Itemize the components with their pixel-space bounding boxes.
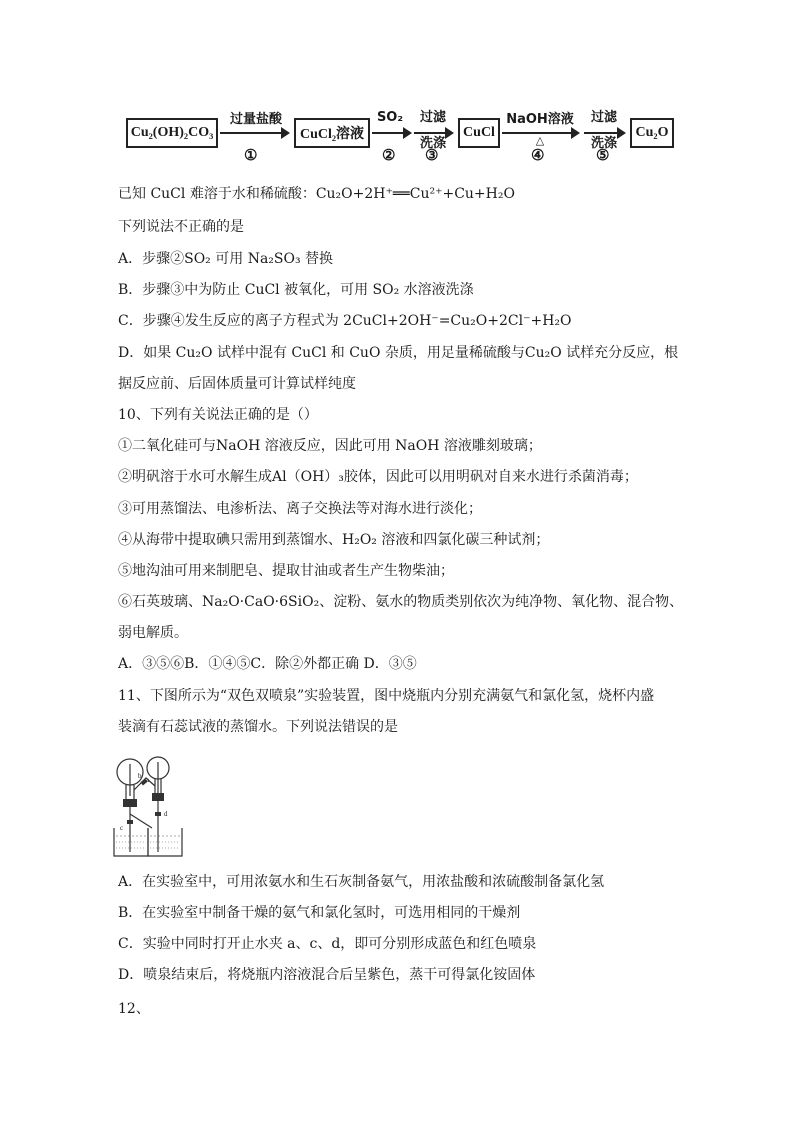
q11-option-a: A．在实验室中，可用浓氨水和生石灰制备氨气，用浓盐酸和浓硫酸制备氯化氢 [118,874,605,890]
arrow-4-top-label: NaOH溶液 [506,112,574,127]
q10-statement-1: ①二氧化硅可与NaOH 溶液反应，因此可用 NaOH 溶液雕刻玻璃； [118,438,542,454]
arrow-1-top-label: 过量盐酸 [229,112,282,127]
q11-option-c: C．实验中同时打开止水夹 a、c、d，即可分别形成蓝色和红色喷泉 [118,936,537,952]
q11-stem-line2: 装滴有石蕊试液的蒸馏水。下列说法错误的是 [118,719,398,735]
q10-statement-5: ⑤地沟油可用来制肥皂、提取甘油或者生产生物柴油； [118,563,454,579]
q9-option-d-line2: 据反应前、后固体质量可计算试样纯度 [118,376,356,392]
q9-option-d-line1: D．如果 Cu₂O 试样中混有 CuCl 和 CuO 杂质，用足量稀硫酸与Cu₂O 试样充分反应，根 [118,345,679,361]
clamp-label-a: a [146,776,150,784]
arrow-3-bottom-label: 洗涤 [419,136,446,151]
q10-statement-2: ②明矾溶于水可水解生成Al（OH）₃胶体，因此可以用明矾对自来水进行杀菌消毒； [118,469,638,485]
arrow-5 [584,132,624,134]
clamp-label-c: c [120,824,124,832]
arrow-5-bottom-label: 洗涤 [590,136,617,151]
q10-statement-3: ③可用蒸馏法、电渗析法、离子交换法等对海水进行淡化； [118,501,482,517]
q11-option-b: B．在实验室中制备干燥的氨气和氯化氢时，可选用相同的干燥剂 [118,905,521,921]
q11-stem-line1: 11、下图所示为“双色双喷泉”实验装置，图中烧瓶内分别充满氨气和氯化氢，烧杯内盛 [118,688,655,704]
step-5-marker: ⑤ [596,146,610,164]
flow-box-cuprous-chloride: CuCl [458,118,500,148]
arrow-3-top-label: 过滤 [419,110,446,125]
q9-stem: 下列说法不正确的是 [118,219,244,235]
clamp-label-b: b [138,772,142,780]
arrow-4 [502,132,578,134]
q9-option-b: B．步骤③中为防止 CuCl 被氧化，可用 SO₂ 水溶液洗涤 [118,282,474,298]
arrow-5-top-label: 过滤 [590,110,617,125]
flow-box-copper-chloride-solution: CuCl₂溶液 [294,118,370,148]
step-1-marker: ① [244,146,258,164]
arrow-1 [220,132,288,134]
flow-box-basic-copper-carbonate: Cu₂(OH)₂CO₃ [126,118,218,148]
q9-option-a: A．步骤②SO₂ 可用 Na₂SO₃ 替换 [118,251,334,267]
q10-stem: 10、下列有关说法正确的是（） [118,407,318,423]
arrow-4-bottom-label: △ [535,134,545,147]
q9-option-c: C．步骤④发生反应的离子方程式为 2CuCl+2OH⁻=Cu₂O+2Cl⁻+H₂O [118,313,572,329]
arrow-2 [372,132,410,134]
step-2-marker: ② [382,146,396,164]
flow-box-cuprous-oxide: Cu₂O [630,118,674,148]
arrow-2-top-label: SO₂ [376,110,404,125]
known-condition-line: 已知 CuCl 难溶于水和稀硫酸：Cu₂O+2H⁺══Cu²⁺+Cu+H₂O [118,186,515,202]
q11-option-d: D．喷泉结束后，将烧瓶内溶液混合后呈紫色，蒸干可得氯化铵固体 [118,967,536,983]
double-fountain-apparatus-figure [108,756,208,860]
step-3-marker: ③ [425,146,439,164]
q12-number: 12、 [118,1001,150,1017]
q10-options: A．③⑤⑥B．①④⑤C．除②外都正确 D．③⑤ [118,656,417,672]
process-flow-diagram [118,106,678,166]
arrow-3 [414,132,452,134]
clamp-label-d: d [164,810,168,818]
q10-statement-6-line1: ⑥石英玻璃、Na₂O·CaO·6SiO₂、淀粉、氨水的物质类别依次为纯净物、氧化物、混合物、 [118,594,684,610]
q10-statement-6-line2: 弱电解质。 [118,625,188,641]
q10-statement-4: ④从海带中提取碘只需用到蒸馏水、H₂O₂ 溶液和四氯化碳三种试剂； [118,532,550,548]
step-4-marker: ④ [531,146,545,164]
